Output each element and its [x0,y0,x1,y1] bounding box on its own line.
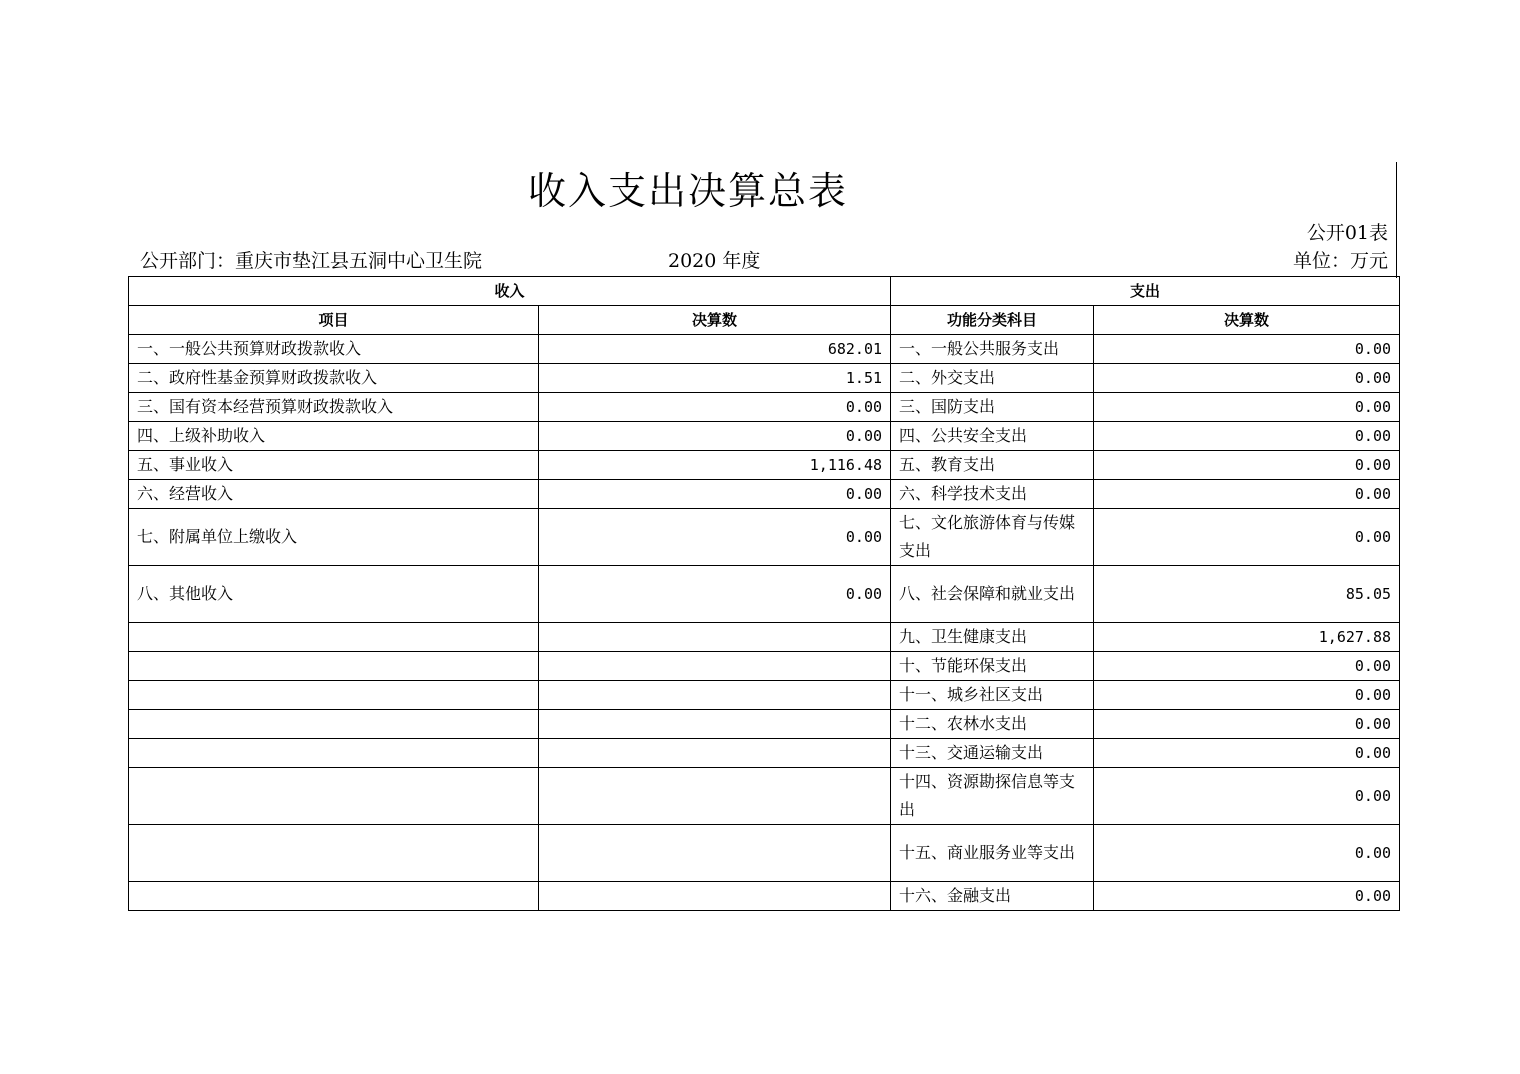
income-amount: 1,116.48 [539,451,891,480]
table-row [129,825,1400,882]
income-amount [539,768,891,825]
table-row [129,681,1400,710]
table-row [129,451,1400,480]
income-item: 六、经营收入 [129,480,539,509]
income-amount: 1.51 [539,364,891,393]
budget-table [128,276,1400,911]
income-item: 八、其他收入 [129,566,539,623]
expense-amount: 85.05 [1094,566,1400,623]
table-row [129,623,1400,652]
income-amount [539,652,891,681]
expense-item: 七、文化旅游体育与传媒支出 [891,509,1094,566]
income-amount [539,739,891,768]
page-title: 收入支出决算总表 [527,169,848,213]
expense-item: 十四、资源勘探信息等支出 [891,768,1094,825]
col-header-expense-amount: 决算数 [1094,306,1400,335]
income-amount [539,710,891,739]
expense-amount: 0.00 [1094,393,1400,422]
expense-amount: 0.00 [1094,451,1400,480]
expense-item: 十二、农林水支出 [891,710,1094,739]
table-row [129,364,1400,393]
expense-item: 十一、城乡社区支出 [891,681,1094,710]
expense-amount: 0.00 [1094,768,1400,825]
expense-amount: 0.00 [1094,652,1400,681]
expense-amount: 0.00 [1094,509,1400,566]
table-row [129,710,1400,739]
expense-amount: 0.00 [1094,422,1400,451]
expense-amount: 0.00 [1094,681,1400,710]
table-row [129,739,1400,768]
expense-amount: 0.00 [1094,480,1400,509]
fiscal-year: 2020 年度 [668,250,761,272]
table-row [129,882,1400,911]
table-row [129,768,1400,825]
expense-item: 十、节能环保支出 [891,652,1094,681]
income-item: 七、附属单位上缴收入 [129,509,539,566]
col-header-item: 项目 [129,306,539,335]
income-item: 五、事业收入 [129,451,539,480]
table-row [129,335,1400,364]
table-row [129,393,1400,422]
income-item [129,710,539,739]
col-header-function: 功能分类科目 [891,306,1094,335]
table-row [129,480,1400,509]
col-header-amount: 决算数 [539,306,891,335]
table-number: 公开01表 [1306,222,1388,244]
income-item [129,739,539,768]
income-item [129,681,539,710]
table-row [129,566,1400,623]
income-item [129,825,539,882]
income-item: 四、上级补助收入 [129,422,539,451]
expense-item: 八、社会保障和就业支出 [891,566,1094,623]
department-label: 公开部门：重庆市垫江县五洞中心卫生院 [140,250,483,272]
expense-item: 五、教育支出 [891,451,1094,480]
income-amount [539,623,891,652]
unit-label: 单位：万元 [1292,250,1388,272]
income-header: 收入 [129,277,891,306]
table-row [129,509,1400,566]
income-item [129,652,539,681]
expense-item: 三、国防支出 [891,393,1094,422]
expense-item: 二、外交支出 [891,364,1094,393]
expense-amount: 0.00 [1094,710,1400,739]
table-row [129,652,1400,681]
income-item: 一、一般公共预算财政拨款收入 [129,335,539,364]
income-amount: 0.00 [539,509,891,566]
expense-item: 十三、交通运输支出 [891,739,1094,768]
expense-item: 十六、金融支出 [891,882,1094,911]
income-amount [539,681,891,710]
income-item [129,882,539,911]
income-amount: 0.00 [539,422,891,451]
column-header-row [129,306,1400,335]
expense-amount: 0.00 [1094,739,1400,768]
income-item [129,623,539,652]
expense-header: 支出 [891,277,1400,306]
table-row [129,422,1400,451]
income-amount [539,882,891,911]
income-item: 三、国有资本经营预算财政拨款收入 [129,393,539,422]
expense-item: 六、科学技术支出 [891,480,1094,509]
income-item: 二、政府性基金预算财政拨款收入 [129,364,539,393]
section-header-row [129,277,1400,306]
expense-item: 四、公共安全支出 [891,422,1094,451]
expense-amount: 1,627.88 [1094,623,1400,652]
income-amount: 682.01 [539,335,891,364]
income-amount: 0.00 [539,393,891,422]
income-item [129,768,539,825]
expense-item: 一、一般公共服务支出 [891,335,1094,364]
expense-amount: 0.00 [1094,825,1400,882]
income-amount: 0.00 [539,480,891,509]
header-right-rule [1396,162,1397,278]
expense-amount: 0.00 [1094,882,1400,911]
income-amount [539,825,891,882]
income-amount: 0.00 [539,566,891,623]
expense-amount: 0.00 [1094,364,1400,393]
expense-amount: 0.00 [1094,335,1400,364]
expense-item: 九、卫生健康支出 [891,623,1094,652]
expense-item: 十五、商业服务业等支出 [891,825,1094,882]
